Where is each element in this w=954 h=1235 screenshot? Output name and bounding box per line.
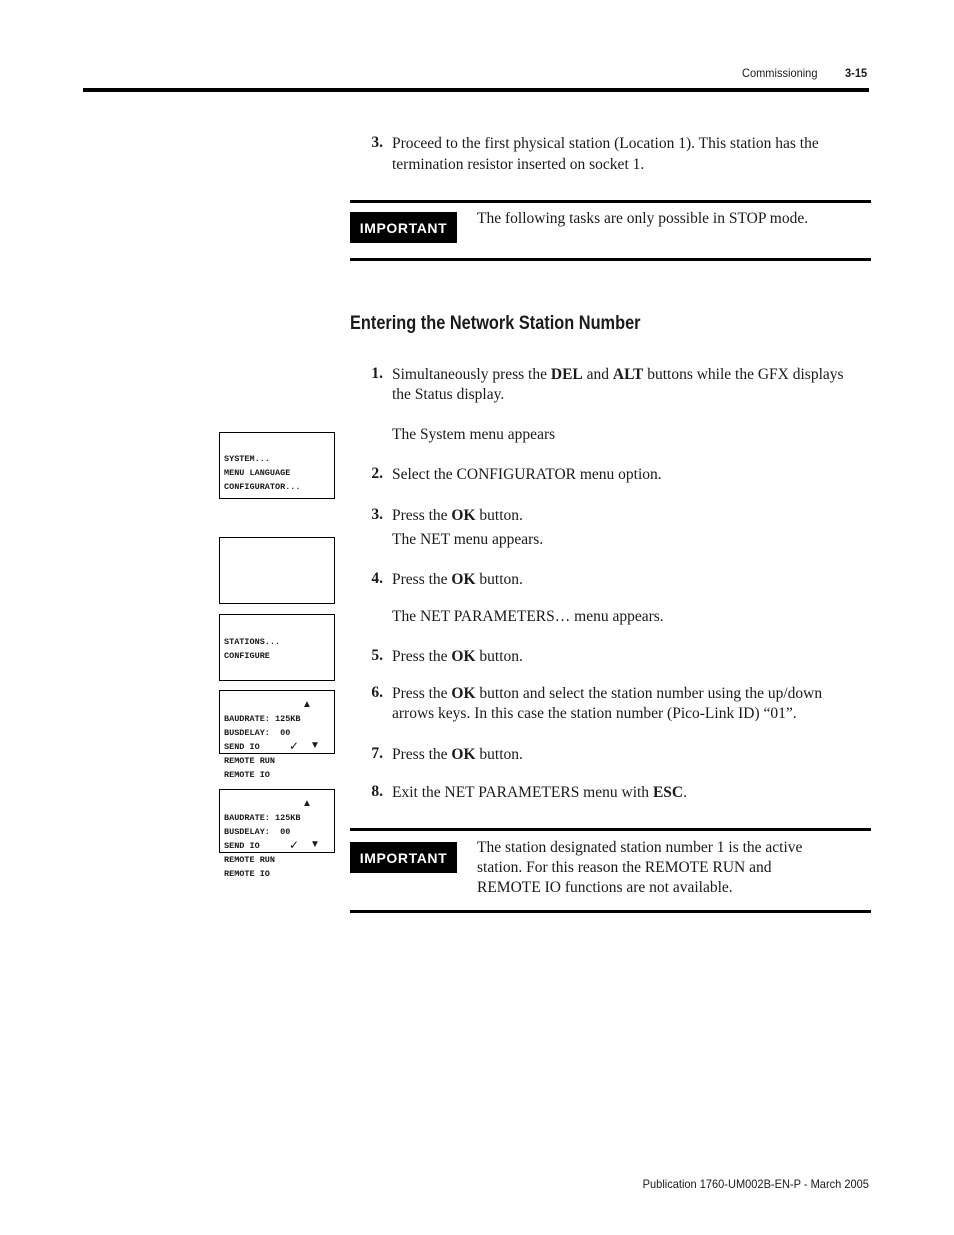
lcd-line-below: REMOTE RUN [224,855,276,865]
step-number: 1. [371,365,383,382]
step-text: Press the OK button. [392,507,523,524]
key-ok: OK [451,746,476,763]
step-text: Press the OK button and select the station number using the up/down [392,685,823,702]
step-number: 3. [371,506,383,523]
lcd-line: BAUDRATE: 125KB [224,714,301,724]
key-esc: ESC [652,784,684,801]
step-text: Exit the NET PARAMETERS menu with ESC. [392,784,687,801]
step-number: 8. [371,783,383,800]
step-number: 2. [371,465,383,482]
lcd-station-parameters [219,690,335,754]
lcd-line: STATIONS... [224,637,281,647]
down-arrow-icon: ▼ [310,740,320,751]
important-text-line: The station designated station number 1 is the active [477,839,803,856]
lcd-line: BUSDELAY: 00 [224,827,291,837]
lcd-line-below: REMOTE IO [224,869,270,879]
running-header-section: Commissioning [742,66,818,80]
important-bottom-rule [350,258,871,261]
section-heading: Entering the Network Station Number [350,313,641,334]
important-text: The following tasks are only possible in STOP mode. [477,210,809,227]
lcd-line-below: REMOTE IO [224,770,270,780]
checkmark-icon: ✓ [289,739,300,753]
lcd-line: CONFIGURE [224,651,270,661]
step-text: Press the OK button. [392,571,523,588]
lcd-line: BUSDELAY: 00 [224,728,291,738]
key-ok: OK [451,685,476,702]
intro-step-line-1: Proceed to the first physical station (Location 1). This station has the [392,135,819,152]
step-note: The NET PARAMETERS… menu appears. [392,608,664,625]
intro-step-line-2: termination resistor inserted on socket 1. [392,156,645,173]
intro-step-number: 3. [371,134,383,151]
step-text: Simultaneously press the DEL and ALT buttons while the GFX displays [392,366,844,383]
lcd-net-menu [219,537,335,604]
lcd-net-parameters [219,614,335,681]
step-number: 7. [371,745,383,762]
lcd-line: SEND IO [224,742,260,752]
step-note: The NET menu appears. [392,531,544,548]
important-text-line: REMOTE IO functions are not available. [477,879,733,896]
step-note: The System menu appears [392,426,556,443]
lcd-line: SYSTEM... [224,454,270,464]
key-alt: ALT [612,366,644,383]
step-text-line-2: arrows keys. In this case the station number (Pico-Link ID) “01”. [392,705,797,722]
key-del: DEL [550,366,583,383]
lcd-line: MENU LANGUAGE [224,468,291,478]
step-text-line-2: the Status display. [392,386,505,403]
important-label: IMPORTANT [350,842,457,873]
step-text: Select the CONFIGURATOR menu option. [392,466,662,483]
step-number: 6. [371,684,383,701]
step-text: Press the OK button. [392,648,523,665]
header-rule [83,88,869,92]
important-label: IMPORTANT [350,212,457,243]
lcd-station-parameters [219,789,335,853]
lcd-line: BAUDRATE: 125KB [224,813,301,823]
step-number: 5. [371,647,383,664]
key-ok: OK [451,648,476,665]
down-arrow-icon: ▼ [310,839,320,850]
checkmark-icon: ✓ [289,838,300,852]
publication-footer: Publication 1760-UM002B-EN-P - March 2005 [642,1177,869,1191]
key-ok: OK [451,571,476,588]
important-top-rule [350,200,871,203]
lcd-line-below: REMOTE RUN [224,756,276,766]
up-arrow-icon: ▲ [302,798,312,809]
step-number: 4. [371,570,383,587]
page-number: 3-15 [845,66,868,80]
important-bottom-rule [350,910,871,913]
step-text: Press the OK button. [392,746,523,763]
key-ok: OK [451,507,476,524]
lcd-system-menu [219,432,335,499]
lcd-line: CONFIGURATOR... [224,482,301,492]
up-arrow-icon: ▲ [302,699,312,710]
lcd-line: SEND IO [224,841,260,851]
important-text-line: station. For this reason the REMOTE RUN and [477,859,772,876]
important-top-rule [350,828,871,831]
